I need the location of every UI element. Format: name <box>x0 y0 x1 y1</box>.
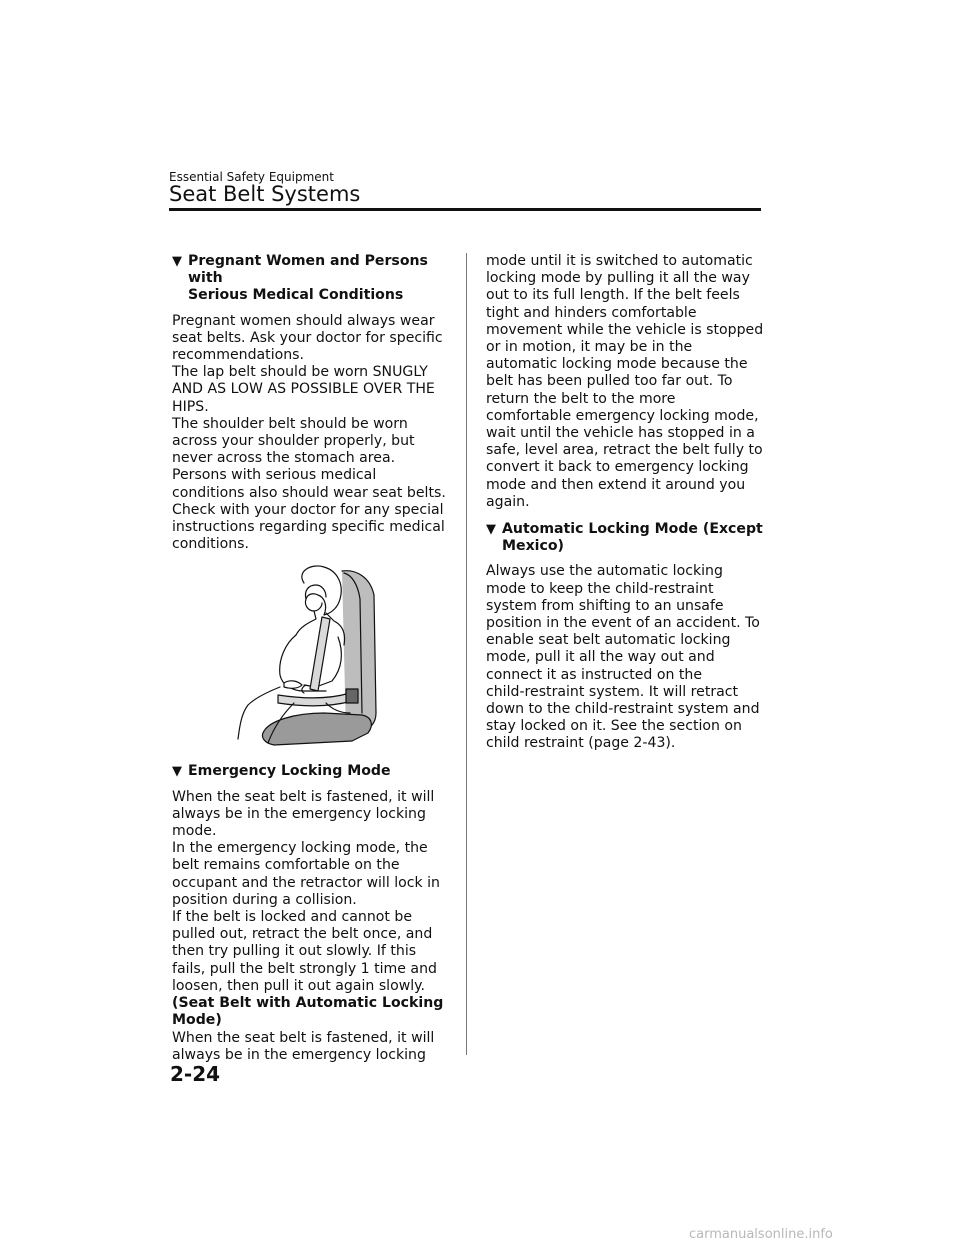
page-number: 2-24 <box>170 1062 221 1086</box>
left-column <box>172 253 464 1064</box>
right-column <box>486 253 766 753</box>
paragraph-emergency-locking: When the seat belt is fastened, it will always be in the emergency locking mode. In the emergency locking mode, the belt remains comfortable on the occupant and the retractor will lock in position during a collision. If the belt is locked and cannot be pulled out, retract the belt once, and then try pulling it out slowly. If this fails, pull the belt strongly 1 time and loosen, then pull it out again slowly. <box>172 788 440 994</box>
heading-emergency-locking <box>172 763 464 780</box>
heading-text: Pregnant Women and Persons with Serious Medical Conditions <box>188 253 428 304</box>
section-label: Essential Safety Equipment <box>169 170 334 184</box>
heading-text: Automatic Locking Mode (Except Mexico) <box>502 521 763 555</box>
paragraph-emergency-locking-continued: When the seat belt is fastened, it will always be in the emergency locking <box>172 1029 435 1063</box>
column-divider <box>466 253 467 1055</box>
heading-pregnant-women <box>172 253 464 305</box>
triangle-marker-icon: ▼ <box>486 522 496 538</box>
triangle-marker-icon: ▼ <box>172 764 182 780</box>
pregnant-woman-seatbelt-illustration <box>234 563 384 749</box>
heading-text: Emergency Locking Mode <box>188 763 391 780</box>
bold-subheading-automatic-locking: (Seat Belt with Automatic Locking Mode) <box>172 995 444 1029</box>
paragraph-pregnant-women: Pregnant women should always wear seat belts. Ask your doctor for specific recommendations. The lap belt should be worn SNUGLY AND AS LOW AS POSSIBLE OVER THE HIPS. The shoulder belt should be worn across your shoulder properly, but never across the stomach area. Persons with serious medical conditions also should wear seat belts. Check with your doctor for any special instructions regarding specific medical conditions. <box>172 312 446 553</box>
paragraph-locking-mode-continued: mode until it is switched to automatic locking mode by pulling it all the way out to its full length. If the belt feels tight and hinders comfortable movement while the vehicle is stopped or in motion, it may be in the automatic locking mode because the belt has been pulled too far out. To return the belt to the more comfortable emergency locking mode, wait until the vehicle has stopped in a safe, level area, retract the belt fully to convert it back to emergency locking mode and then extend it around you again. <box>486 253 764 510</box>
page-title: Seat Belt Systems <box>169 182 361 206</box>
triangle-marker-icon: ▼ <box>172 254 182 269</box>
header-rule <box>169 208 761 211</box>
watermark: carmanualsonline.info <box>689 1227 833 1242</box>
heading-automatic-locking-mode <box>486 521 766 555</box>
paragraph-automatic-locking: Always use the automatic locking mode to keep the child-restraint system from shifting to an unsafe position in the event of an accident. To enable seat belt automatic locking mode, pull it all the way out and connect it as instructed on the child-restraint system. It will retract down to the child-restraint system and stay locked on it. See the section on child restraint (page 2-43). <box>486 563 760 752</box>
